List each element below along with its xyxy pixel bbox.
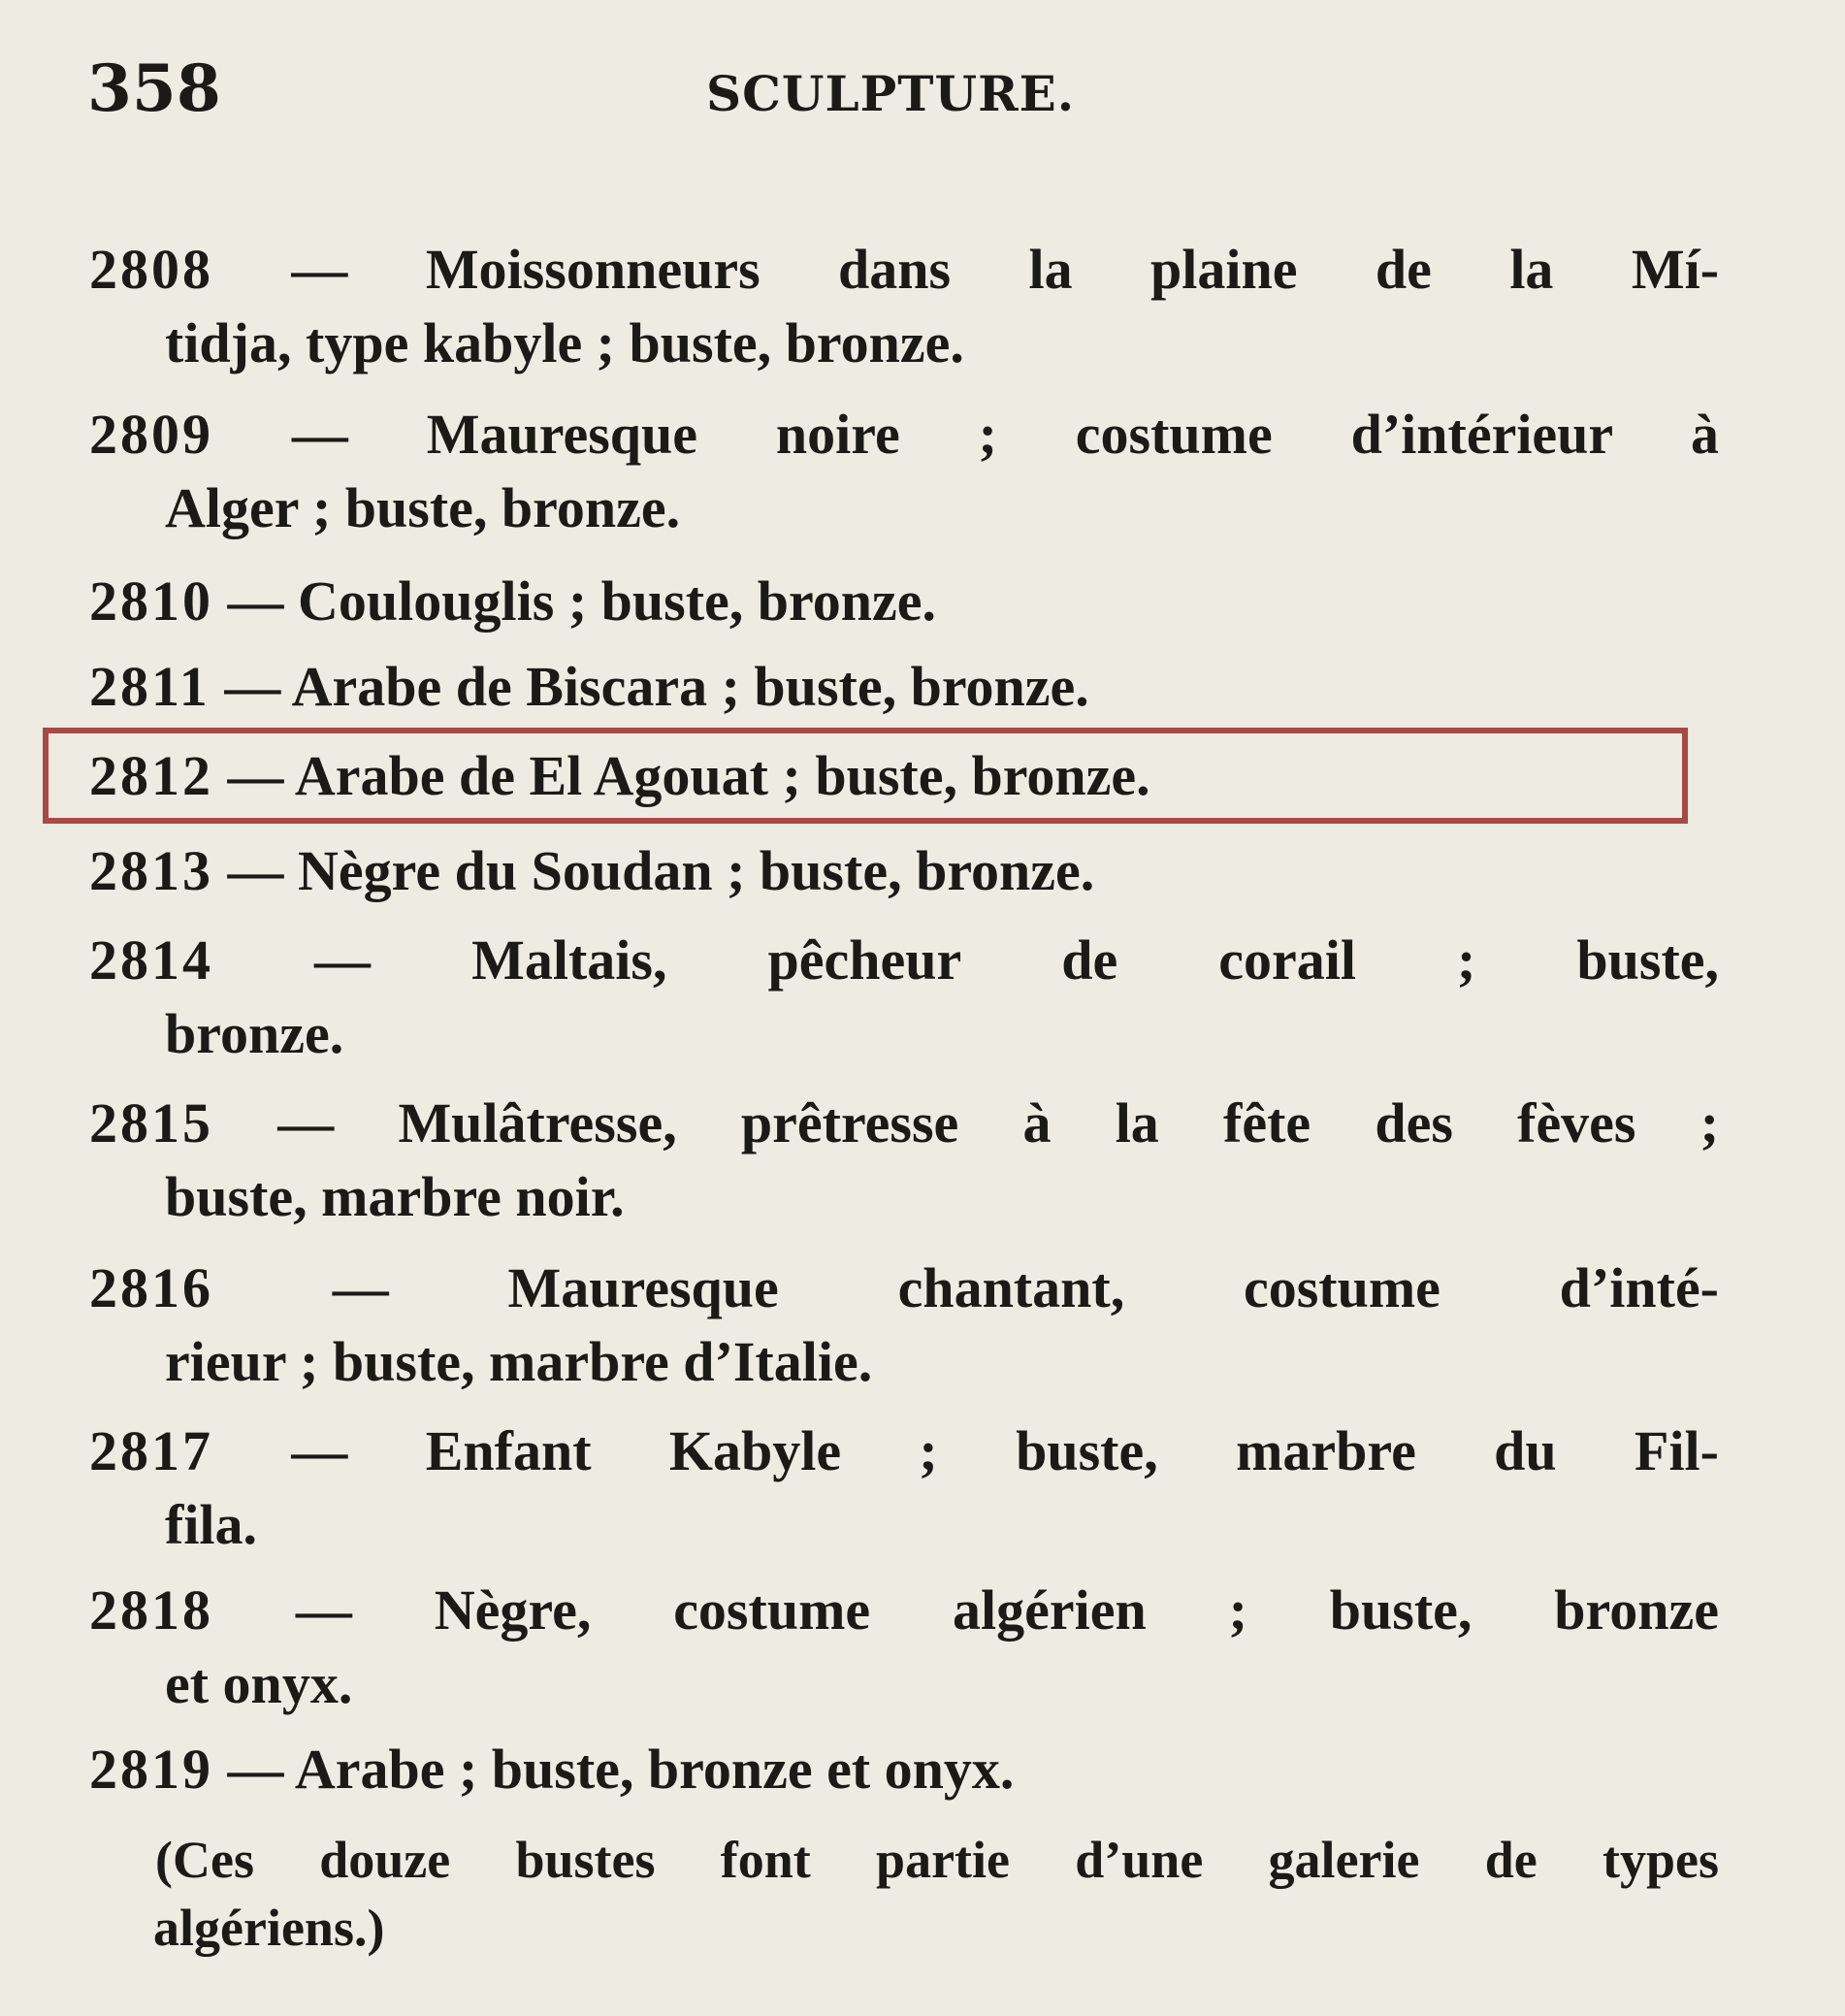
entry-text: Coulouglis ; buste, bronze.: [298, 569, 936, 633]
entry-first-line: [89, 739, 1719, 813]
catalog-entry-2809: [89, 398, 1719, 545]
catalog-entry-2810: [89, 565, 1719, 638]
entry-text: Arabe ; buste, bronze et onyx.: [294, 1738, 1015, 1801]
entry-number: 2812: [89, 744, 213, 807]
catalog-entry-2815: [89, 1087, 1719, 1234]
entry-dash: —: [227, 744, 284, 807]
entry-number: 2818: [89, 1578, 213, 1642]
entry-number: 2813: [89, 839, 213, 902]
entry-text: Mauresque noire ; costume d’intérieur à: [426, 403, 1720, 466]
entry-first-line: [89, 1252, 1719, 1325]
entry-number: 2810: [89, 569, 213, 633]
catalog-entry-2814: [89, 924, 1719, 1071]
entry-text: Arabe de Biscara ; buste, bronze.: [291, 655, 1089, 718]
entry-number: 2816: [89, 1256, 213, 1319]
entry-number: 2809: [89, 403, 213, 466]
entry-dash: —: [224, 655, 281, 718]
entry-dash: —: [332, 1256, 389, 1319]
entry-dash: —: [277, 1091, 335, 1154]
entry-continuation-line: bronze.: [165, 1002, 344, 1065]
entry-dash: —: [314, 928, 372, 992]
entry-first-line: [89, 1087, 1719, 1160]
catalog-entry-2813: [89, 834, 1719, 908]
catalog-entry-2816: [89, 1252, 1719, 1399]
entry-number: 2814: [89, 928, 213, 992]
entry-text: Mauresque chantant, costume d’inté-: [507, 1256, 1719, 1319]
catalog-entry-2819: [89, 1733, 1719, 1806]
catalog-entry-2808: [89, 233, 1719, 380]
entry-first-line: [89, 650, 1719, 724]
entry-text: Maltais, pêcheur de corail ; buste,: [471, 928, 1720, 992]
entry-number: 2815: [89, 1091, 213, 1154]
entry-first-line: [89, 1574, 1719, 1647]
entry-text: Moissonneurs dans la plaine de la Mí-: [425, 238, 1720, 301]
entry-text: Nègre du Soudan ; buste, bronze.: [298, 839, 1095, 902]
entry-first-line: [89, 924, 1719, 997]
entry-continuation-line: et onyx.: [165, 1652, 353, 1715]
entry-continuation-line: buste, marbre noir.: [165, 1165, 625, 1228]
catalog-entry-2811: [89, 650, 1719, 724]
entry-dash: —: [291, 1419, 348, 1482]
entry-text: Arabe de El Agouat ; buste, bronze.: [294, 744, 1150, 807]
entry-dash: —: [291, 403, 348, 466]
entry-dash: —: [227, 839, 284, 902]
entry-continuation-line: tidja, type kabyle ; buste, bronze.: [165, 311, 964, 374]
entry-first-line: [89, 1733, 1719, 1806]
entry-dash: —: [227, 569, 284, 633]
entry-continuation-line: Alger ; buste, bronze.: [165, 476, 681, 539]
entry-first-line: [89, 1414, 1719, 1488]
entry-first-line: [89, 233, 1719, 307]
note-first-line: (Ces douze bustes font partie d’une galerie de types: [155, 1831, 1719, 1889]
entry-text: Enfant Kabyle ; buste, marbre du Fil-: [425, 1419, 1719, 1482]
entry-first-line: [89, 398, 1719, 471]
entry-number: 2817: [89, 1419, 213, 1482]
catalog-entry-2818: [89, 1574, 1719, 1721]
entry-text: Nègre, costume algérien ; buste, bronze: [434, 1578, 1719, 1642]
running-head: SCULPTURE.: [706, 65, 1076, 122]
entry-number: 2808: [89, 238, 213, 301]
entry-number: 2819: [89, 1738, 213, 1801]
catalog-entry-2812: [89, 739, 1719, 813]
catalog-entry-2817: [89, 1414, 1719, 1562]
entry-text: Mulâtresse, prêtresse à la fête des fèves ;: [398, 1091, 1720, 1154]
entry-dash: —: [295, 1578, 352, 1642]
note-continuation-line: algériens.): [153, 1899, 385, 1957]
entry-continuation-line: fila.: [165, 1493, 258, 1556]
entry-first-line: [89, 834, 1719, 908]
entry-number: 2811: [89, 655, 210, 718]
entry-dash: —: [291, 238, 348, 301]
entry-first-line: [89, 565, 1719, 638]
footnote: [155, 1826, 1719, 1962]
entry-dash: —: [227, 1738, 284, 1801]
page-number: 358: [87, 50, 221, 126]
entry-continuation-line: rieur ; buste, marbre d’Italie.: [165, 1330, 873, 1393]
